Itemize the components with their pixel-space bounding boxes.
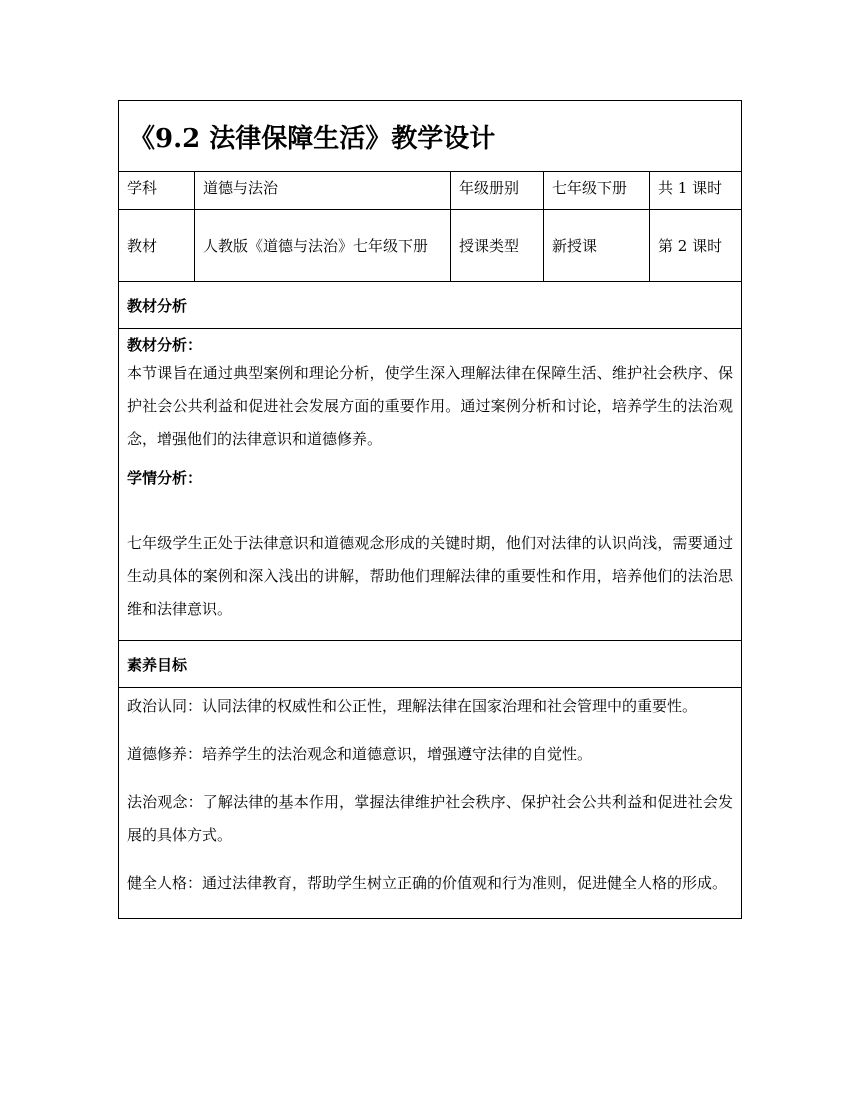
type-label: 授课类型 bbox=[450, 210, 543, 281]
goal-item: 法治观念：了解法律的基本作用，掌握法律维护社会秩序、保护社会公共利益和促进社会发展的具体方式。 bbox=[127, 793, 733, 844]
goals-body bbox=[119, 687, 741, 918]
textbook-analysis-subheading: 教材分析： bbox=[127, 336, 203, 354]
grade-label: 年级册别 bbox=[450, 172, 543, 209]
title-row bbox=[119, 101, 741, 171]
type-value: 新授课 bbox=[543, 210, 649, 281]
textbook-label: 教材 bbox=[127, 236, 158, 255]
info-row-textbook bbox=[119, 209, 741, 281]
textbook-analysis-text: 本节课旨在通过典型案例和理论分析，使学生深入理解法律在保障生活、维护社会秩序、保护社会公共利益和促进社会发展方面的重要作用。通过案例分析和讨论，培养学生的法治观念，增强他们的法律意识和道德修养。 bbox=[127, 364, 733, 448]
info-row-subject bbox=[119, 171, 741, 209]
subject-label: 学科 bbox=[127, 179, 158, 197]
page-title: 《9.2 法律保障生活》教学设计 bbox=[129, 123, 496, 154]
total-lessons: 共 1 课时 bbox=[649, 172, 741, 209]
grade-value: 七年级下册 bbox=[543, 172, 649, 209]
goal-item: 道德修养：培养学生的法治观念和道德意识，增强遵守法律的自觉性。 bbox=[127, 745, 593, 763]
student-analysis-text: 七年级学生正处于法律意识和道德观念形成的关键时期，他们对法律的认识尚浅，需要通过生动具体的案例和深入浅出的讲解，帮助他们理解法律的重要性和作用，培养他们的法治思维和法律意识。 bbox=[127, 534, 733, 618]
goal-item: 健全人格：通过法律教育，帮助学生树立正确的价值观和行为准则，促进健全人格的形成。 bbox=[127, 874, 728, 892]
goal-item: 政治认同：认同法律的权威性和公正性，理解法律在国家治理和社会管理中的重要性。 bbox=[127, 697, 698, 715]
lesson-number: 第 2 课时 bbox=[649, 210, 741, 281]
subject-value: 道德与法治 bbox=[194, 172, 450, 209]
goals-heading: 素养目标 bbox=[119, 640, 741, 687]
analysis-heading: 教材分析 bbox=[119, 281, 741, 328]
student-analysis-subheading: 学情分析： bbox=[127, 469, 203, 487]
textbook-value: 人教版《道德与法治》七年级下册 bbox=[194, 210, 450, 281]
lesson-plan-table bbox=[118, 100, 742, 919]
analysis-body bbox=[119, 328, 741, 640]
